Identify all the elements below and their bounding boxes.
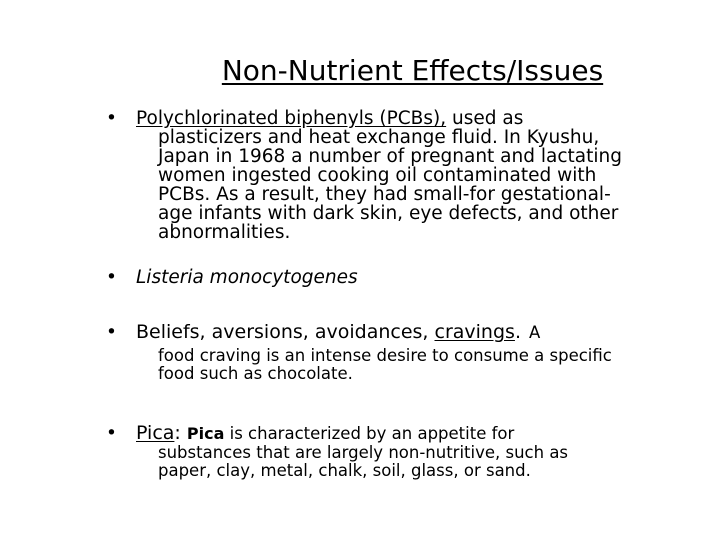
bullet-pcbs-line-2: plasticizers and heat exchange fluid. In Kyushu, [158, 127, 600, 148]
bullet-dot: • [106, 423, 117, 444]
bullet-beliefs-line-2: food craving is an intense desire to consume a specific [158, 346, 612, 365]
bullet-pcbs-line-1 [128, 109, 688, 128]
bullet-pica-line-2: substances that are largely non-nutritive, such as [158, 443, 569, 462]
bullet-pcbs-line-5: PCBs. As a result, they had small-for gestational- [158, 184, 611, 205]
pica-line-1-rest: is characterized by an appetite for [224, 424, 515, 443]
cravings-link[interactable]: cravings [434, 321, 515, 343]
bullet-beliefs [106, 321, 688, 383]
bullet-pica-line-3: paper, clay, metal, chalk, soil, glass, or sand. [158, 461, 531, 480]
pica-link[interactable]: Pica [136, 422, 175, 444]
bullet-pcbs-line-4: women ingested cooking oil contaminated with [158, 165, 597, 186]
beliefs-lead: Beliefs, aversions, avoidances, [136, 321, 435, 343]
beliefs-tail: A [528, 323, 541, 342]
bullet-beliefs-line-1 [128, 323, 688, 342]
bullet-pcbs-line-3: Japan in 1968 a number of pregnant and lactating [158, 146, 622, 167]
title-text: Non-Nutrient Effects/Issues [221, 54, 604, 87]
pica-bold: Pica [186, 424, 225, 443]
pcbs-line-1-rest: used as [446, 108, 524, 129]
bullet-pcbs-line-7: abnormalities. [158, 222, 291, 243]
bullet-pica-line-1 [128, 424, 688, 443]
bullet-dot: • [106, 267, 117, 288]
pcbs-link[interactable]: Polychlorinated biphenyls (PCBs), [136, 108, 447, 129]
pica-colon: : [174, 422, 187, 444]
beliefs-period: . [514, 321, 521, 343]
bullet-dot: • [106, 108, 117, 129]
bullet-pcbs-line-6: age infants with dark skin, eye defects, and other [158, 203, 619, 224]
listeria-text: Listeria monocytogenes [136, 267, 358, 288]
bullet-listeria [106, 267, 688, 288]
page-title [0, 54, 720, 88]
bullet-pcbs [106, 108, 688, 243]
bullet-beliefs-line-3: food such as chocolate. [158, 364, 353, 383]
bullet-dot: • [106, 322, 117, 343]
bullet-pica [106, 422, 688, 480]
